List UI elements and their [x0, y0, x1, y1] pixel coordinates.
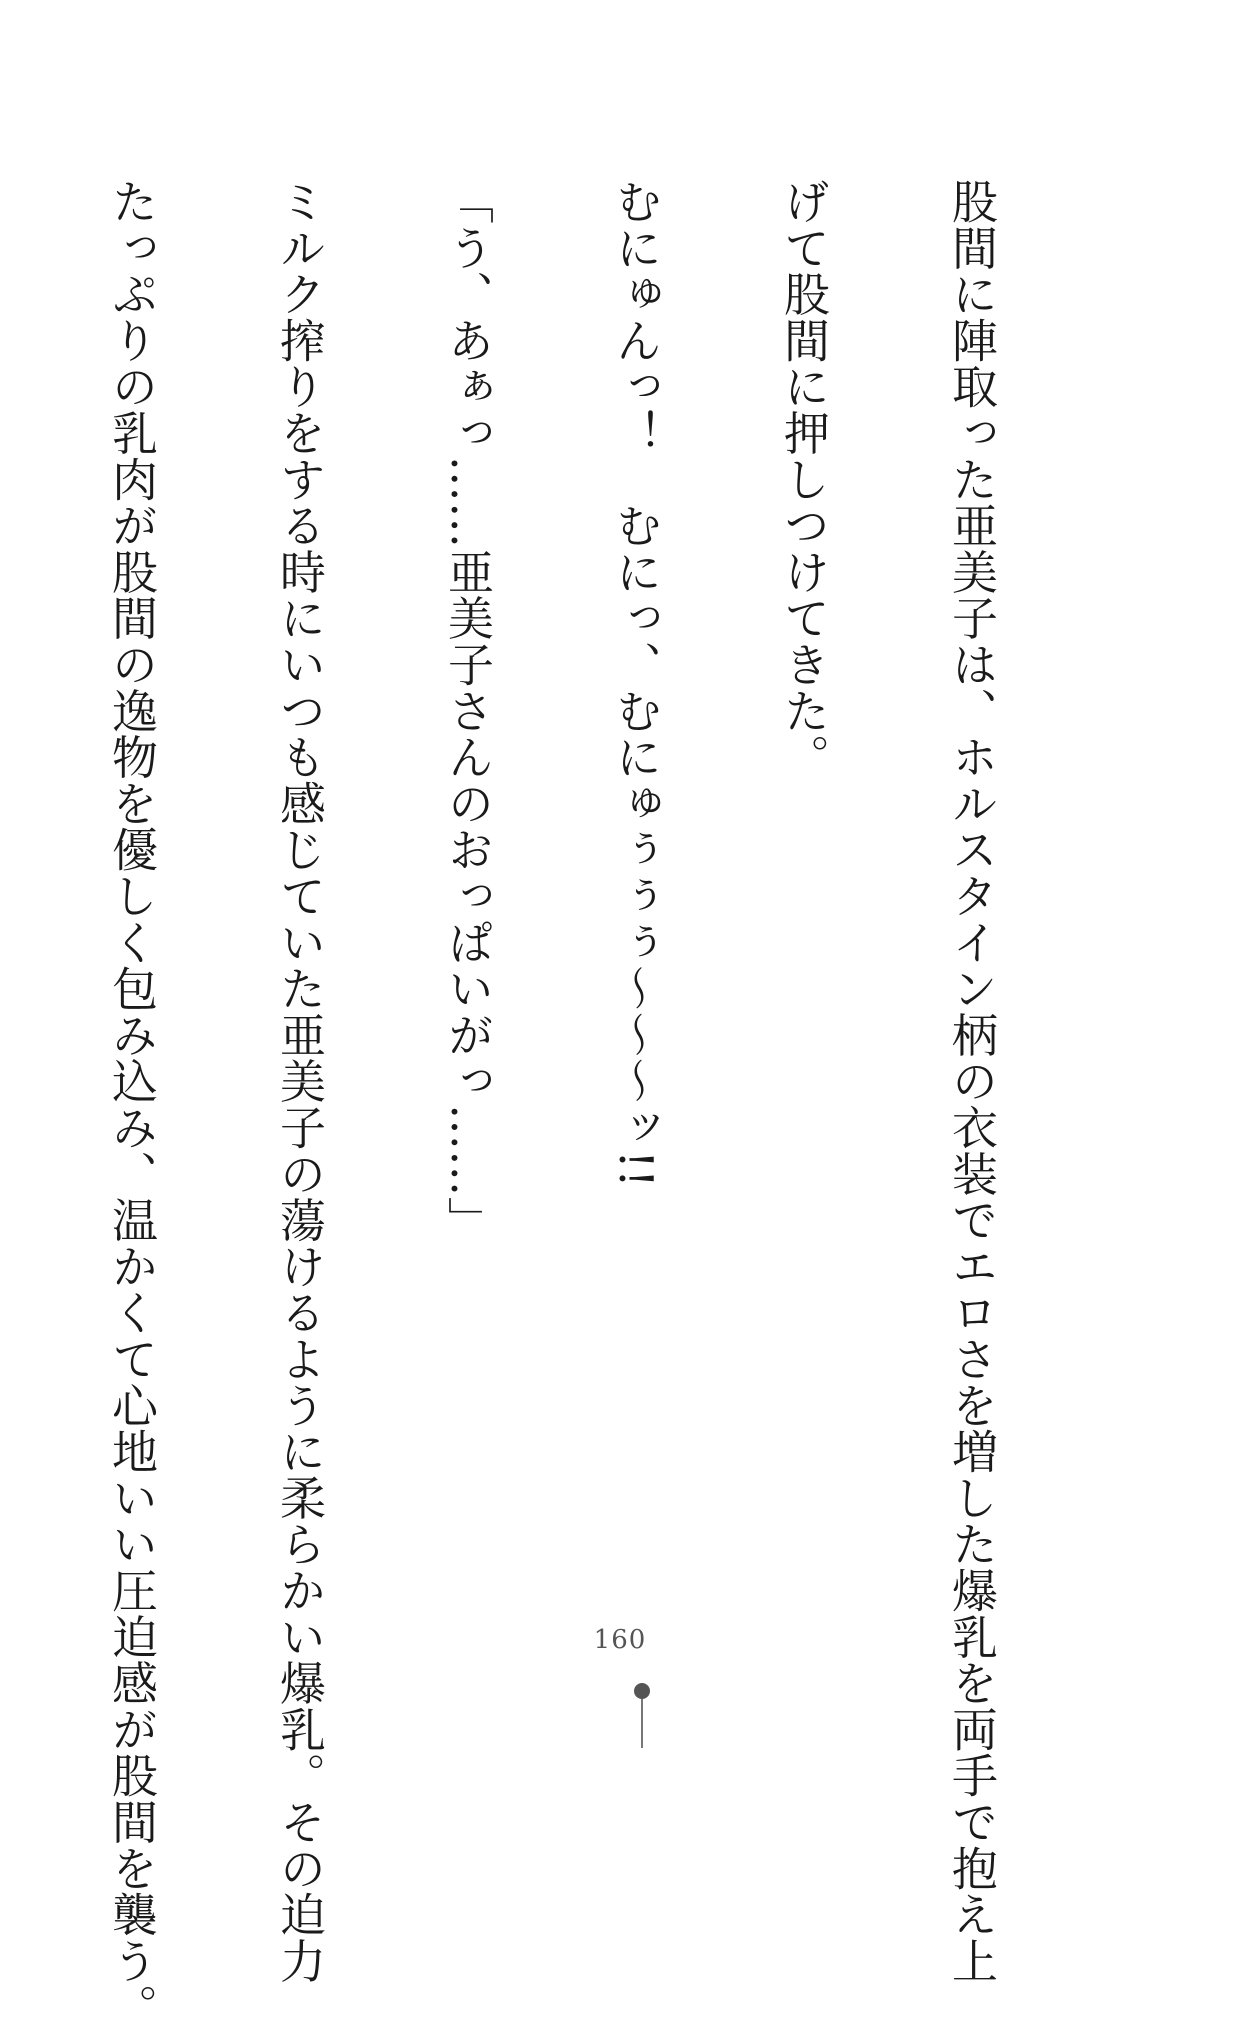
page-number: 160 — [593, 1625, 647, 1655]
vertical-text-block — [0, 178, 1112, 2030]
page-marker-dot — [634, 1683, 650, 1699]
page-marker-line — [641, 1699, 643, 1748]
text-line: 「う、あぁっ……亜美子さんのおっぱいがっ……」 — [441, 178, 495, 1243]
text-line: ミルク搾りをする時にいつも感じていた亜美子の蕩けるように柔らかい爆乳。その迫力 — [273, 178, 327, 1984]
text-line: たっぷりの乳肉が股間の逸物を優しく包み込み、温かくて心地いい圧迫感が股間を襲う。 — [105, 178, 159, 2030]
text-line: むにゅんっ！ むにっ、むにゅぅぅぅ～～～ッ!! — [609, 178, 663, 1188]
text-line: 股間に陣取った亜美子は、ホルスタイン柄の衣装でエロさを増した爆乳を両手で抱え上 — [945, 178, 999, 1984]
text-line: げて股間に押しつけてきた。 — [777, 178, 831, 780]
